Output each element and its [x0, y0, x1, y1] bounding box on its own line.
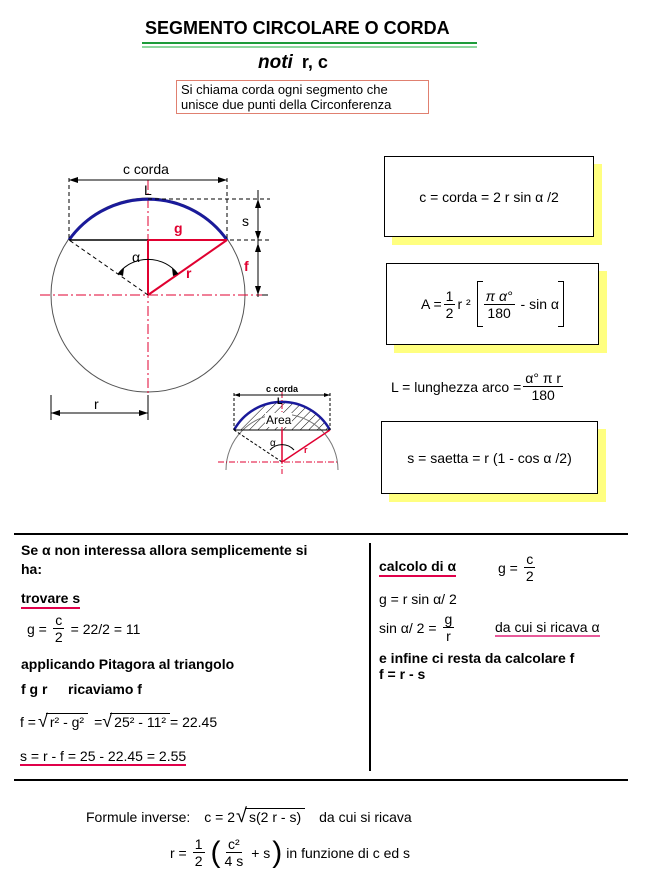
- left-g-num: c: [55, 612, 63, 628]
- sagitta-formula-card: [381, 421, 598, 494]
- left-intro-1: Se α non interessa allora semplicemente si: [21, 542, 308, 558]
- f-label: f: [244, 258, 249, 274]
- trovare-s-heading: [21, 590, 80, 606]
- subtitle-rest: r, c: [301, 52, 328, 72]
- s-result-text: s = r - f = 25 - 22.45 = 2.55: [20, 748, 187, 764]
- right-g-num: c: [526, 551, 534, 567]
- small-r-label: r: [304, 445, 308, 455]
- intro-text-1: Si chiama corda ogni segmento che: [181, 82, 388, 97]
- r-inner-num: c²: [228, 836, 240, 852]
- intro-line-2: [181, 97, 424, 112]
- area-inner-fraction: [484, 288, 515, 321]
- radius-label: r: [94, 396, 99, 412]
- intro-box: [176, 80, 429, 114]
- arc-den: 180: [531, 387, 555, 403]
- arc-prefix: L = lunghezza arco =: [391, 378, 522, 395]
- da-cui-text: da cui si ricava α: [495, 619, 600, 635]
- infine-line-2: f = r - s: [379, 666, 426, 682]
- small-dim-arrow-left: [234, 393, 240, 397]
- left-g-formula: [27, 612, 140, 645]
- right-g-fraction: [524, 551, 536, 584]
- arc-length-formula: [391, 370, 565, 403]
- sin-fraction: [443, 611, 455, 644]
- left-g-fraction: [53, 612, 65, 645]
- g-label: g: [174, 220, 183, 236]
- sqrt-icon-2: √: [102, 711, 113, 731]
- r-half-num: 1: [194, 836, 203, 852]
- area-frac-den: 2: [445, 304, 454, 321]
- right-g-prefix: g =: [498, 559, 518, 576]
- small-area-diagram: [215, 380, 345, 475]
- pitagora-text: applicando Pitagora al triangolo: [21, 656, 235, 672]
- right-g-formula: [498, 551, 538, 584]
- formule-inverse-line: [86, 805, 412, 828]
- area-prefix: A =: [421, 296, 442, 312]
- chord-arrow-left: [69, 177, 78, 183]
- f-eq: =: [94, 713, 103, 730]
- divider-top: [14, 533, 628, 535]
- area-bracket: [477, 281, 564, 327]
- chord-arrow-right: [218, 177, 227, 183]
- area-inner-num: π α°: [485, 287, 513, 304]
- r-prefix: r =: [170, 844, 187, 861]
- f-root-2: 25² - 11²: [110, 713, 170, 730]
- r-plus-s: + s: [251, 844, 271, 861]
- left-intro-2: ha:: [21, 561, 42, 577]
- left-paren: (: [210, 835, 221, 869]
- g-sin-formula: g = r sin α/ 2: [379, 591, 457, 607]
- r-inner-den: 4 s: [224, 853, 244, 869]
- formule-label: Formule inverse:: [86, 808, 191, 825]
- s-result-underline: [20, 748, 186, 766]
- calcolo-heading: [379, 558, 456, 574]
- title-underline-2: [142, 46, 477, 48]
- small-alpha-label: α: [270, 438, 276, 449]
- calcolo-text: calcolo di α: [379, 558, 456, 577]
- sin-prefix: sin α/ 2 =: [379, 619, 437, 636]
- r-arrow-right: [139, 410, 148, 416]
- chord-label: c corda: [123, 161, 169, 177]
- f-pythagoras-formula: [20, 711, 217, 732]
- f-result: = 22.45: [170, 713, 218, 730]
- subtitle-italic: noti: [258, 52, 293, 73]
- f-prefix: f =: [20, 713, 36, 730]
- area-frac-num: 1: [445, 287, 454, 304]
- subtitle: [258, 52, 328, 74]
- infine-line-1: e infine ci resta da calcolare f: [379, 650, 575, 666]
- r-inverse-formula: [170, 836, 410, 869]
- sin-den: r: [446, 628, 451, 644]
- alpha-label: α: [132, 249, 141, 265]
- intro-text-2: unisce due punti della Circonferenza: [181, 97, 392, 112]
- f-arrow-top: [255, 243, 261, 252]
- left-g-rest: = 22/2 = 11: [70, 620, 141, 637]
- divider-bottom: [14, 779, 628, 781]
- r-half-den: 2: [194, 853, 203, 869]
- s-arrow-top: [255, 199, 261, 208]
- s-result-line: [20, 748, 186, 764]
- sagitta-formula: s = saetta = r (1 - cos α /2): [407, 449, 572, 466]
- area-formula-card: [386, 263, 599, 345]
- area-inner-den: 180: [487, 304, 511, 321]
- right-paren: ): [272, 835, 283, 869]
- r-inner-fraction: [223, 836, 246, 869]
- s-label: s: [242, 213, 249, 229]
- title-underline-1: [142, 42, 477, 44]
- sqrt-icon-3: √: [236, 805, 247, 827]
- ricaviamo-text: ricaviamo f: [68, 681, 142, 697]
- small-area-label: Area: [266, 413, 292, 427]
- small-dim-arrow-right: [324, 393, 330, 397]
- r-half-fraction: [193, 836, 205, 869]
- area-r2: r ²: [457, 296, 471, 312]
- area-minus-sin: - sin α: [520, 296, 559, 312]
- small-arc-label: L: [277, 396, 283, 406]
- left-g-den: 2: [54, 629, 63, 645]
- arc-label: L: [144, 182, 152, 198]
- f-root-1: r² - g²: [46, 713, 88, 730]
- sin-num: g: [444, 611, 453, 627]
- intro-line-1: [181, 82, 424, 97]
- sqrt-icon-1: √: [37, 711, 48, 731]
- da-cui-ricava: [495, 619, 600, 635]
- trovare-s-text: trovare s: [21, 590, 80, 609]
- c-suffix: da cui si ricava: [319, 808, 412, 825]
- left-g-prefix: g =: [27, 620, 47, 637]
- sin-formula: [379, 611, 456, 644]
- c-root: s(2 r - s): [245, 808, 305, 825]
- r-arrow-left: [51, 410, 60, 416]
- s-arrow-bottom: [255, 231, 261, 240]
- chord-formula: c = corda = 2 r sin α /2: [419, 188, 559, 205]
- arc-num: α° π r: [525, 370, 562, 386]
- small-chord-label: c corda: [266, 384, 299, 394]
- c-prefix: c = 2: [204, 808, 236, 825]
- divider-vertical: [369, 543, 371, 771]
- right-g-den: 2: [525, 568, 534, 584]
- area-half-fraction: [444, 288, 456, 321]
- arc-fraction: [523, 370, 563, 403]
- r-red-label: r: [186, 265, 192, 281]
- chord-formula-card: [384, 156, 594, 237]
- fgr-text: f g r: [21, 681, 48, 697]
- page-title: SEGMENTO CIRCOLARE O CORDA: [145, 18, 450, 38]
- f-arrow-bottom: [255, 286, 261, 295]
- r-suffix: in funzione di c ed s: [286, 844, 411, 861]
